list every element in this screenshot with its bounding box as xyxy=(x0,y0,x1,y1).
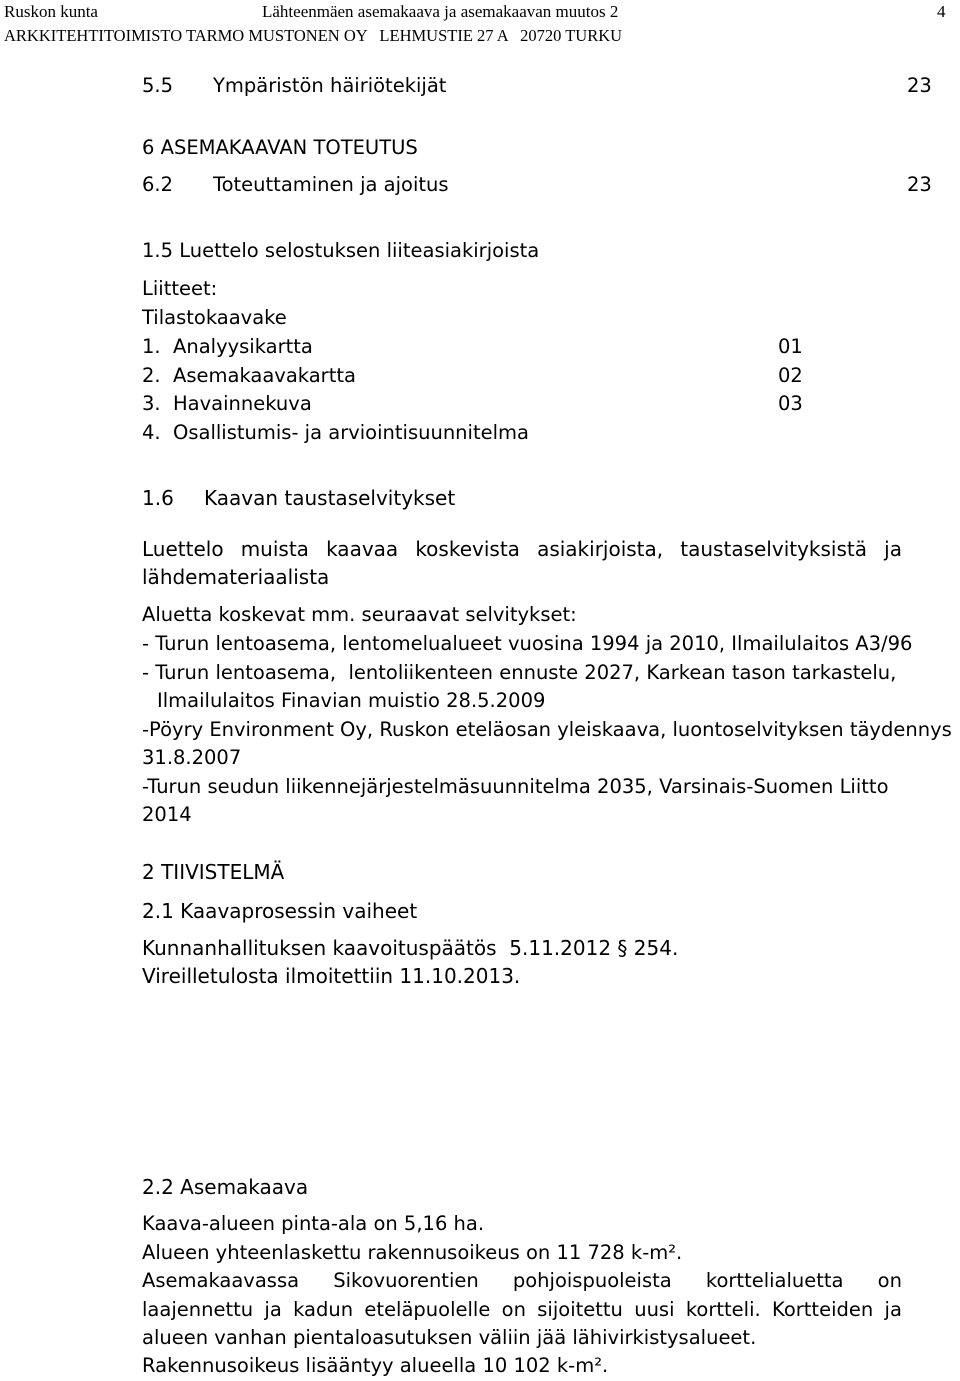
para-word: ja xyxy=(264,1298,282,1321)
section-1-6-subheading-line1 xyxy=(142,539,902,559)
para-word: uusi xyxy=(634,1298,675,1321)
header-municipality: Ruskon kunta xyxy=(4,2,98,21)
section-1-5-heading: 1.5 Luettelo selostuksen liiteasiakirjoista xyxy=(142,239,540,262)
para-word: on xyxy=(501,1298,526,1321)
toc-5-5-page: 23 xyxy=(907,74,932,97)
reference-4a: -Turun seudun liikennejärjestelmäsuunnitelma 2035, Varsinais-Suomen Liitto xyxy=(142,775,889,798)
section-1-6-intro: Aluetta koskevat mm. seuraavat selvitykset: xyxy=(142,603,577,626)
header-office-line: ARKKITEHTITOIMISTO TARMO MUSTONEN OY LEHMUSTIE 27 A 20720 TURKU xyxy=(4,26,623,45)
para-word: ja xyxy=(884,1298,902,1321)
toc-6-2-number: 6.2 xyxy=(142,173,174,196)
para-word: laajennettu xyxy=(142,1298,254,1321)
toc-5-5-number: 5.5 xyxy=(142,74,174,97)
section-2-2-para-line-3: alueen vanhan pientaloasutuksen väliin jää lähivirkistysalueet. xyxy=(142,1326,757,1349)
section-2-2-line-last: Rakennusoikeus lisääntyy alueella 10 102 k-m². xyxy=(142,1354,609,1377)
reference-4b: 2014 xyxy=(142,803,192,826)
toc-heading-6: 6 ASEMAKAAVAN TOTEUTUS xyxy=(142,136,418,159)
section-2-2-para-line-2 xyxy=(142,1300,902,1320)
para-word: Sikovuorentien xyxy=(333,1269,479,1292)
attachment-3-code: 03 xyxy=(778,392,803,415)
section-1-6-label: Kaavan taustaselvitykset xyxy=(204,486,456,510)
reference-1: - Turun lentoasema, lentomelualueet vuosina 1994 ja 2010, Ilmailulaitos A3/96 xyxy=(142,632,913,655)
para-word: korttelialuetta xyxy=(705,1269,844,1292)
section-1-6-number: 1.6 xyxy=(142,486,174,510)
toc-6-2-label: Toteuttaminen ja ajoitus xyxy=(213,173,449,196)
subheading-word: muista xyxy=(240,537,309,561)
subheading-word: asiakirjoista, xyxy=(537,537,664,561)
attachment-4-label: 4. Osallistumis- ja arviointisuunnitelma xyxy=(142,421,529,444)
attachment-3-label: 3. Havainnekuva xyxy=(142,392,312,415)
section-2-1-line-2: Vireilletulosta ilmoitettiin 11.10.2013. xyxy=(142,964,521,988)
para-word: kadun xyxy=(293,1298,354,1321)
section-2-1-heading: 2.1 Kaavaprosessin vaiheet xyxy=(142,899,418,923)
attachments-label: Liitteet: xyxy=(142,277,218,300)
section-2-1-line-1: Kunnanhallituksen kaavoituspäätös 5.11.2012 § 254. xyxy=(142,936,679,960)
reference-2b: Ilmailulaitos Finavian muistio 28.5.2009 xyxy=(157,689,546,712)
header-page-number: 4 xyxy=(937,2,946,21)
para-word: pohjoispuoleista xyxy=(512,1269,672,1292)
attachment-1-label: 1. Analyysikartta xyxy=(142,335,313,358)
subheading-word: kaavaa xyxy=(326,537,399,561)
section-1-6-subheading-line2: lähdemateriaalista xyxy=(142,565,330,589)
reference-3b: 31.8.2007 xyxy=(142,746,242,769)
para-word: Kortteiden xyxy=(772,1298,874,1321)
para-word: sijoitettu xyxy=(537,1298,623,1321)
subheading-word: Luettelo xyxy=(142,537,224,561)
section-2-2-para-line-1 xyxy=(142,1271,902,1291)
subheading-word: koskevista xyxy=(415,537,520,561)
subheading-word: ja xyxy=(884,537,902,561)
para-word: kortteli. xyxy=(685,1298,761,1321)
toc-6-2-page: 23 xyxy=(907,173,932,196)
attachment-1-code: 01 xyxy=(778,335,803,358)
reference-2a: - Turun lentoasema, lentoliikenteen ennuste 2027, Karkean tason tarkastelu, xyxy=(142,661,897,684)
para-word: eteläpuolelle xyxy=(364,1298,491,1321)
attachment-2-code: 02 xyxy=(778,364,803,387)
section-2-2-heading: 2.2 Asemakaava xyxy=(142,1175,309,1199)
toc-5-5-label: Ympäristön häiriötekijät xyxy=(213,74,447,97)
para-word: Asemakaavassa xyxy=(142,1269,300,1292)
stats-form-label: Tilastokaavake xyxy=(142,306,287,329)
attachment-2-label: 2. Asemakaavakartta xyxy=(142,364,356,387)
reference-3a: -Pöyry Environment Oy, Ruskon eteläosan yleiskaava, luontoselvityksen täydennys xyxy=(142,718,952,741)
subheading-word: taustaselvityksistä xyxy=(680,537,867,561)
section-2-2-line-2: Alueen yhteenlaskettu rakennusoikeus on 11 728 k-m². xyxy=(142,1241,683,1264)
section-2-heading: 2 TIIVISTELMÄ xyxy=(142,860,285,884)
section-2-2-line-1: Kaava-alueen pinta-ala on 5,16 ha. xyxy=(142,1212,485,1235)
header-plan-title: Lähteenmäen asemakaava ja asemakaavan muutos 2 xyxy=(262,2,619,21)
para-word: on xyxy=(877,1269,902,1292)
